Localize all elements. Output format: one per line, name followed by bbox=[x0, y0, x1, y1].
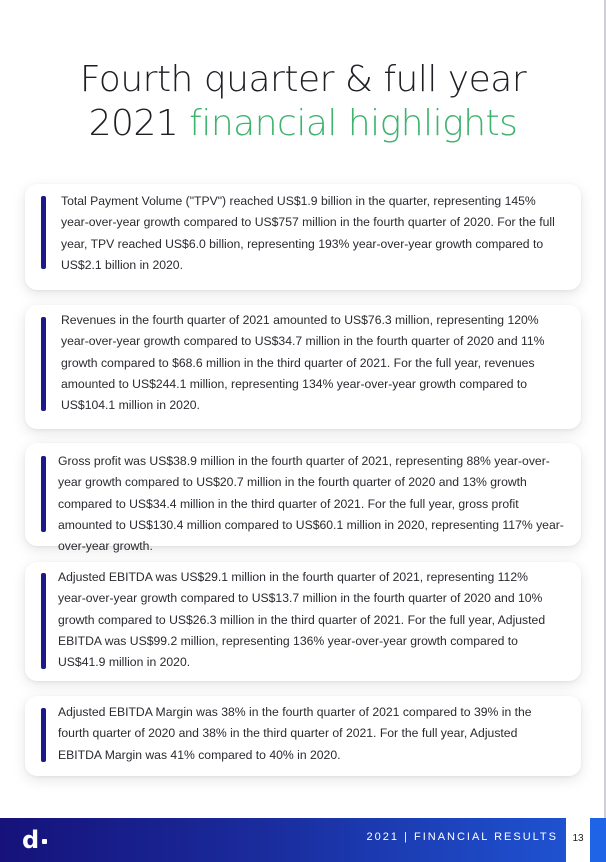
highlight-text: Revenues in the fourth quarter of 2021 amounted to US$76.3 million, representing 120% year-over-year growth compared to US$34.7 million in the fourth quarter of 2020 and 11% growth compared to $68.6 million in the third quarter of 2021. For the full year, revenues amounted to US$244.1 million, representing 134% year-over-year growth compared to US$104.1 million in 2020. bbox=[61, 313, 545, 413]
highlight-card-revenues bbox=[25, 305, 581, 429]
accent-bar bbox=[41, 196, 46, 269]
footer-label: 2021 | FINANCIAL RESULTS bbox=[366, 831, 558, 843]
title-year: 2021 bbox=[88, 103, 190, 144]
title-line-1: Fourth quarter & full year bbox=[79, 59, 527, 100]
accent-bar bbox=[41, 708, 46, 762]
highlight-card-gross-profit bbox=[25, 443, 581, 554]
dlocal-logo: d bbox=[22, 826, 40, 854]
highlight-card-tpv bbox=[25, 184, 581, 290]
footer-edge bbox=[590, 818, 606, 862]
highlight-card-adjusted-ebitda bbox=[25, 562, 581, 681]
logo-dot-icon bbox=[42, 839, 47, 844]
title-line-2 bbox=[0, 102, 606, 146]
accent-bar bbox=[41, 573, 46, 669]
page-number-box bbox=[566, 818, 590, 862]
accent-bar bbox=[41, 456, 46, 532]
footer-bar bbox=[0, 818, 606, 862]
highlight-text: Adjusted EBITDA was US$29.1 million in the fourth quarter of 2021, representing 112% year-over-year growth compared to US$13.7 million in the fourth quarter of 2020 and 10% growth compared to US$26.3 million in the third quarter of 2021. For the full year, Adjusted EBITDA was US$99.2 million, representing 136% year-over-year growth compared to US$41.9 million in 2020. bbox=[58, 570, 546, 670]
accent-bar bbox=[41, 317, 46, 411]
page-number: 13 bbox=[572, 833, 584, 844]
highlight-text: Total Payment Volume ("TPV") reached US$1.9 billion in the quarter, representing 145% year-over-year growth compared to US$757 million in the fourth quarter of 2020. For the full year, TPV reached US$6.0 billion, representing 193% year-over-year growth compared to US$2.1 billion in 2020. bbox=[61, 194, 555, 272]
highlight-text: Adjusted EBITDA Margin was 38% in the fourth quarter of 2021 compared to 39% in the fourth quarter of 2020 and 38% in the third quarter of 2021. For the full year, Adjusted EBITDA Margin was 41% compared to 40% in 2020. bbox=[58, 705, 532, 762]
highlight-card-ebitda-margin bbox=[25, 696, 581, 776]
page-title bbox=[0, 58, 606, 146]
highlight-text: Gross profit was US$38.9 million in the fourth quarter of 2021, representing 88% year-over-year growth compared to US$20.7 million in the fourth quarter of 2020 and 13% growth compared to US$34.4 million in the third quarter of 2021. For the full year, gross profit amounted to US$130.4 million compared to US$60.1 million in 2020, representing 117% year-over-year growth. bbox=[58, 454, 564, 554]
title-accent: financial highlights bbox=[189, 103, 518, 144]
